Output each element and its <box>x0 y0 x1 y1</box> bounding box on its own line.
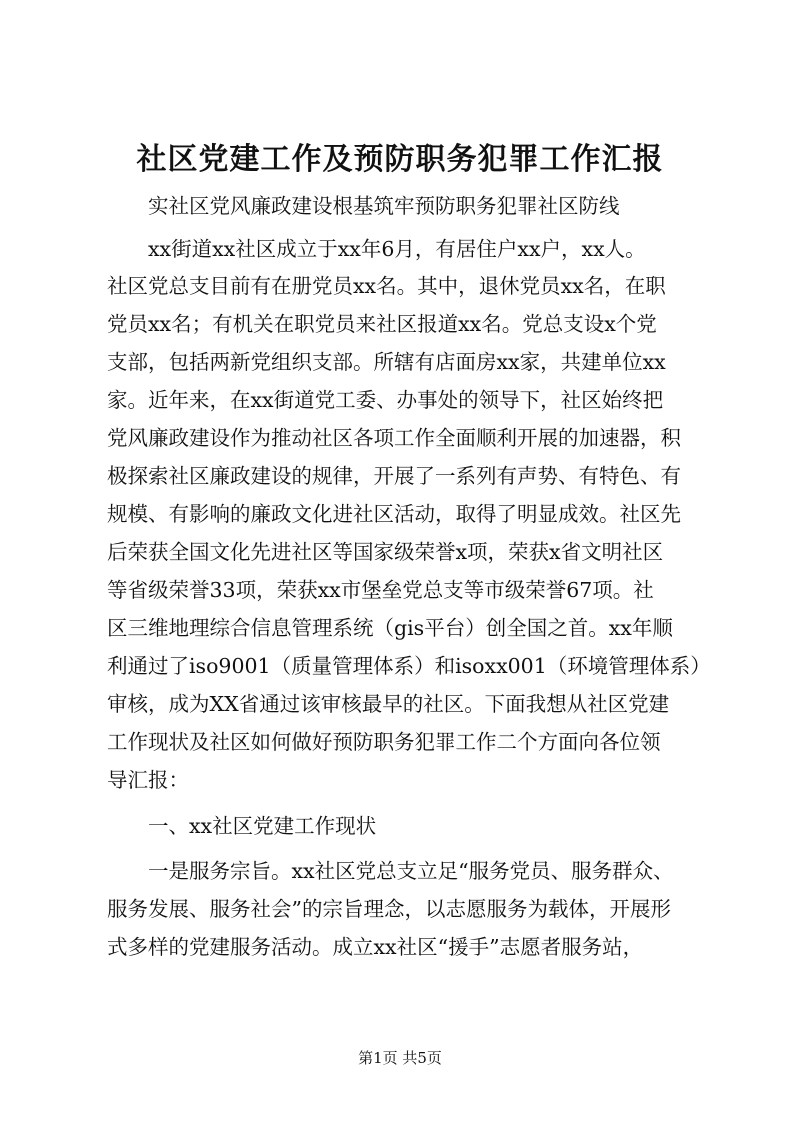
body-line-1: xx街道xx社区成立于xx年6月，有居住户xx户，xx人。 <box>148 237 646 261</box>
body-line-10: 等省级荣誉33项，荣获xx市堡垒党总支等市级荣誉67项。社 <box>107 578 654 602</box>
body-line-9: 后荣获全国文化先进社区等国家级荣誉x项，荣获x省文明社区 <box>107 540 664 564</box>
body-line-13: 审核，成为XX省通过该审核最早的社区。下面我想从社区党建 <box>107 692 670 716</box>
body-line-18: 服务发展、服务社会”的宗旨理念，以志愿服务为载体，开展形 <box>107 897 671 921</box>
body-line-14: 工作现状及社区如何做好预防职务犯罪工作二个方面向各位领 <box>107 730 661 754</box>
body-line-2: 社区党总支目前有在册党员xx名。其中，退休党员xx名，在职 <box>107 274 666 298</box>
body-line-19: 式多样的党建服务活动。成立xx社区“援手”志愿者服务站， <box>107 935 644 959</box>
body-line-7: 极探索社区廉政建设的规律，开展了一系列有声势、有特色、有 <box>107 464 681 488</box>
document-title: 社区党建工作及预防职务犯罪工作汇报 <box>136 142 664 177</box>
body-line-8: 规模、有影响的廉政文化进社区活动，取得了明显成效。社区先 <box>107 502 681 526</box>
document-subtitle: 实社区党风廉政建设根基筑牢预防职务犯罪社区防线 <box>148 194 620 218</box>
body-line-5: 家。近年来，在xx街道党工委、办事处的领导下，社区始终把 <box>107 388 664 412</box>
body-line-6: 党风廉政建设作为推动社区各项工作全面顺利开展的加速器，积 <box>107 426 681 450</box>
body-line-12: 利通过了iso9001（质量管理体系）和isoxx001（环境管理体系） <box>107 654 711 678</box>
body-line-11: 区三维地理综合信息管理系统（gis平台）创全国之首。xx年顺 <box>107 616 673 640</box>
page-footer: 第1页 共5页 <box>358 1049 442 1067</box>
body-line-15: 导汇报： <box>107 768 189 792</box>
body-line-3: 党员xx名；有机关在职党员来社区报道xx名。党总支设x个党 <box>107 312 657 336</box>
body-line-17: 一是服务宗旨。xx社区党总支立足“服务党员、服务群众、 <box>148 859 674 883</box>
section-heading: 一、xx社区党建工作现状 <box>148 814 377 838</box>
body-line-4: 支部，包括两新党组织支部。所辖有店面房xx家，共建单位xx <box>107 350 666 374</box>
